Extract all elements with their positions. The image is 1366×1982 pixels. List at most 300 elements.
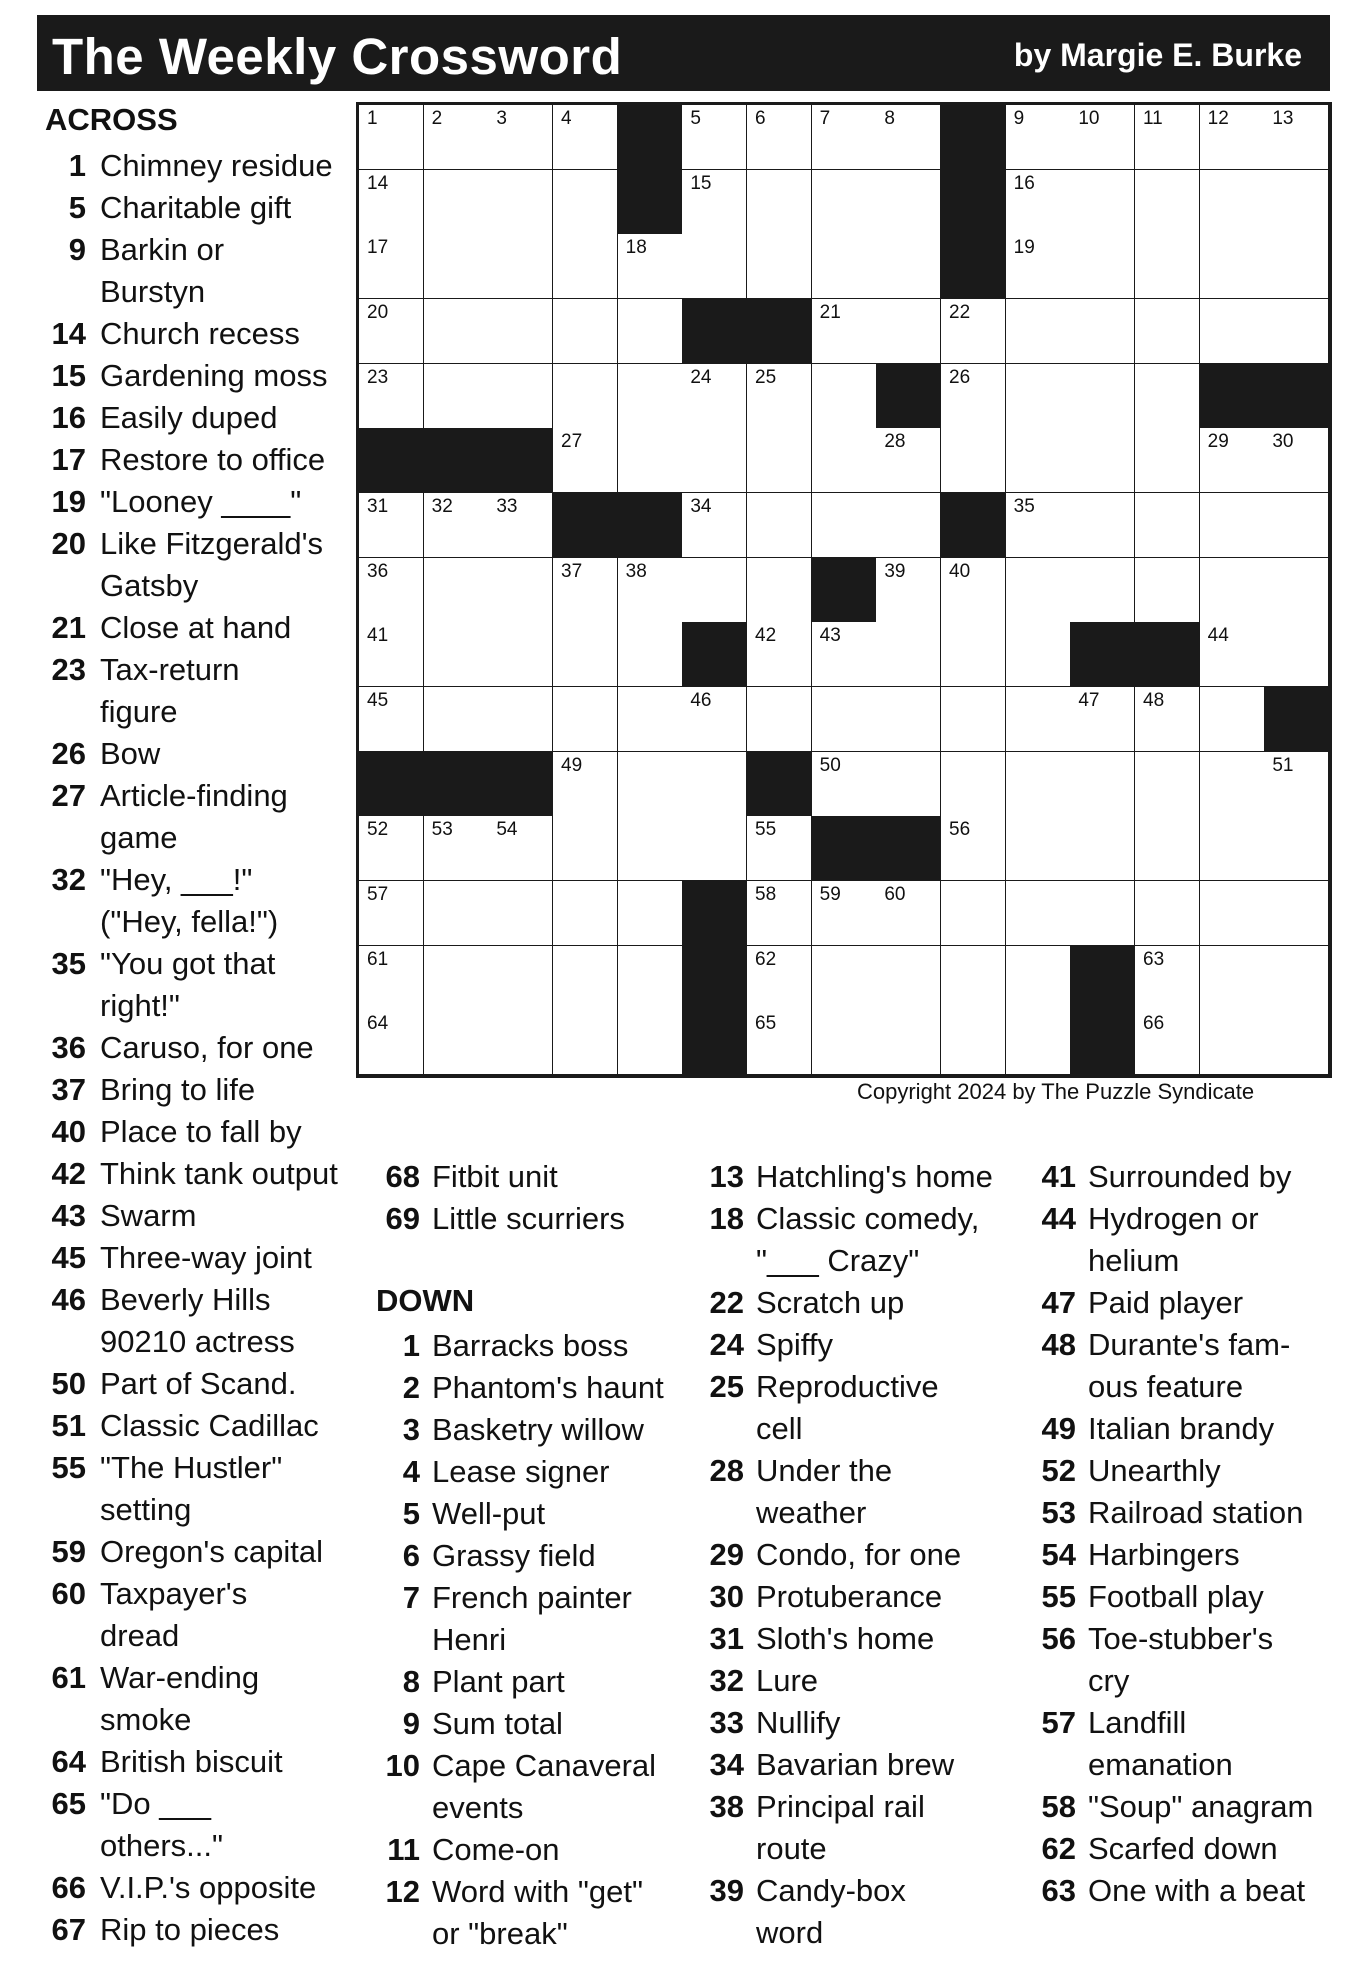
grid-cell[interactable]	[682, 105, 747, 170]
grid-cell[interactable]	[747, 170, 812, 235]
clue-text	[1088, 1870, 1305, 1912]
grid-cell[interactable]	[1006, 1010, 1071, 1075]
clue-line: Well-put	[432, 1496, 546, 1531]
grid-cell[interactable]	[1200, 816, 1265, 881]
clue-number: 59	[51, 1534, 86, 1569]
grid-cell[interactable]	[1070, 493, 1135, 558]
grid-cell[interactable]	[1006, 170, 1071, 235]
grid-cell[interactable]	[682, 816, 747, 881]
grid-cell[interactable]	[618, 234, 683, 299]
grid-cell[interactable]	[941, 1010, 1006, 1075]
grid-cell[interactable]	[618, 558, 683, 623]
grid-cell[interactable]	[359, 558, 424, 623]
grid-cell[interactable]	[1070, 299, 1135, 364]
grid-cell[interactable]	[876, 299, 941, 364]
grid-cell[interactable]	[1264, 881, 1329, 946]
cell-number: 52	[367, 819, 389, 841]
grid-cell[interactable]	[424, 622, 489, 687]
grid-cell[interactable]	[941, 687, 1006, 752]
grid-cell[interactable]	[553, 687, 618, 752]
grid-cell[interactable]	[424, 170, 489, 235]
grid-cell[interactable]	[1070, 428, 1135, 493]
grid-cell[interactable]	[876, 622, 941, 687]
grid-cell[interactable]	[553, 558, 618, 623]
grid-cell[interactable]	[941, 299, 1006, 364]
grid-cell[interactable]	[424, 493, 489, 558]
grid-cell[interactable]	[1200, 622, 1265, 687]
black-square	[876, 364, 941, 429]
grid-cell[interactable]	[359, 234, 424, 299]
clue-text	[756, 1576, 942, 1618]
clue-text	[100, 397, 278, 439]
grid-cell[interactable]	[488, 946, 553, 1011]
clue-number: 68	[385, 1159, 420, 1194]
clue-line: Part of Scand.	[100, 1366, 297, 1401]
clue-text	[1088, 1618, 1273, 1702]
grid-cell[interactable]	[747, 687, 812, 752]
cell-number: 13	[1272, 108, 1294, 129]
cell-number: 21	[819, 302, 841, 323]
grid-cell[interactable]	[424, 1010, 489, 1075]
grid-cell[interactable]	[359, 1010, 424, 1075]
clue-text	[100, 1741, 283, 1783]
cell-number: 30	[1272, 431, 1294, 453]
black-square	[682, 622, 747, 687]
grid-cell[interactable]	[618, 1010, 683, 1075]
clue-line: War-ending	[100, 1660, 260, 1695]
clue-number: 63	[1041, 1873, 1076, 1908]
grid-cell[interactable]	[359, 105, 424, 170]
grid-cell[interactable]	[553, 881, 618, 946]
clue-number: 37	[51, 1072, 86, 1107]
grid-cell[interactable]	[1070, 816, 1135, 881]
grid-cell[interactable]	[812, 1010, 877, 1075]
cell-number: 22	[949, 302, 971, 323]
clue-line: Close at hand	[100, 610, 292, 645]
clue-number: 25	[709, 1369, 744, 1404]
clue-number: 64	[51, 1744, 86, 1779]
grid-cell[interactable]	[1006, 493, 1071, 558]
grid-cell[interactable]	[1135, 493, 1200, 558]
clue-number: 46	[51, 1282, 86, 1317]
clue-line: "Soup" anagram	[1088, 1789, 1314, 1824]
clue-number: 17	[51, 442, 86, 477]
grid-cell[interactable]	[1200, 170, 1265, 235]
clue-number: 41	[1041, 1159, 1076, 1194]
grid-cell[interactable]	[488, 493, 553, 558]
grid-cell[interactable]	[876, 558, 941, 623]
grid-cell[interactable]	[359, 946, 424, 1011]
grid-cell[interactable]	[747, 558, 812, 623]
clue-number: 55	[51, 1450, 86, 1485]
grid-cell[interactable]	[359, 622, 424, 687]
grid-cell[interactable]	[424, 234, 489, 299]
grid-cell[interactable]	[876, 170, 941, 235]
grid-cell[interactable]	[488, 816, 553, 881]
cell-number: 57	[367, 884, 389, 905]
grid-cell[interactable]	[424, 105, 489, 170]
grid-cell[interactable]	[1006, 752, 1071, 817]
clue-text	[756, 1870, 906, 1954]
grid-cell[interactable]	[488, 687, 553, 752]
grid-cell[interactable]	[682, 687, 747, 752]
grid-cell[interactable]	[1070, 752, 1135, 817]
grid-cell[interactable]	[876, 881, 941, 946]
grid-cell[interactable]	[359, 364, 424, 429]
grid-cell[interactable]	[424, 816, 489, 881]
grid-cell[interactable]	[1264, 299, 1329, 364]
grid-cell[interactable]	[359, 687, 424, 752]
grid-cell[interactable]	[941, 622, 1006, 687]
grid-cell[interactable]	[424, 946, 489, 1011]
clue-text	[100, 775, 288, 859]
clue-line: Burstyn	[100, 274, 206, 309]
grid-cell[interactable]	[1135, 946, 1200, 1011]
grid-cell[interactable]	[1264, 816, 1329, 881]
grid-cell[interactable]	[424, 687, 489, 752]
clue-number: 20	[51, 526, 86, 561]
grid-cell[interactable]	[553, 1010, 618, 1075]
grid-cell[interactable]	[682, 493, 747, 558]
grid-cell[interactable]	[1200, 234, 1265, 299]
clue-line: ous feature	[1088, 1369, 1244, 1404]
grid-cell[interactable]	[1006, 105, 1071, 170]
grid-cell[interactable]	[618, 364, 683, 429]
grid-cell[interactable]	[876, 752, 941, 817]
grid-cell[interactable]	[747, 881, 812, 946]
grid-cell[interactable]	[1070, 364, 1135, 429]
grid-cell[interactable]	[1135, 299, 1200, 364]
grid-cell[interactable]	[1200, 299, 1265, 364]
grid-cell[interactable]	[359, 881, 424, 946]
grid-cell[interactable]	[747, 234, 812, 299]
grid-cell[interactable]	[488, 881, 553, 946]
grid-cell[interactable]	[747, 946, 812, 1011]
grid-cell[interactable]	[553, 105, 618, 170]
grid-cell[interactable]	[941, 558, 1006, 623]
grid-cell[interactable]	[488, 234, 553, 299]
clue-text	[100, 859, 278, 943]
grid-cell[interactable]	[1135, 364, 1200, 429]
grid-cell[interactable]	[1070, 881, 1135, 946]
clue-number: 7	[402, 1580, 420, 1615]
grid-cell[interactable]	[812, 364, 877, 429]
grid-cell[interactable]	[359, 170, 424, 235]
clue-number: 57	[1041, 1705, 1076, 1740]
grid-cell[interactable]	[812, 234, 877, 299]
clue-text	[100, 1909, 279, 1951]
grid-cell[interactable]	[1070, 105, 1135, 170]
grid-cell[interactable]	[618, 946, 683, 1011]
grid-cell[interactable]	[812, 946, 877, 1011]
grid-cell[interactable]	[812, 428, 877, 493]
grid-cell[interactable]	[747, 1010, 812, 1075]
grid-cell[interactable]	[1070, 558, 1135, 623]
grid-cell[interactable]	[1070, 234, 1135, 299]
grid-cell[interactable]	[1006, 881, 1071, 946]
clue-number: 3	[402, 1412, 420, 1447]
grid-cell[interactable]	[682, 234, 747, 299]
clue-line: Fitbit unit	[432, 1159, 558, 1194]
cell-number: 31	[367, 496, 389, 517]
grid-cell[interactable]	[1006, 234, 1071, 299]
grid-cell[interactable]	[876, 234, 941, 299]
across-heading: ACROSS	[45, 102, 178, 137]
grid-cell[interactable]	[876, 105, 941, 170]
clue-number: 61	[51, 1660, 86, 1695]
grid-cell[interactable]	[941, 816, 1006, 881]
clue-number: 22	[709, 1285, 744, 1320]
clue-text	[1088, 1324, 1290, 1408]
grid-cell[interactable]	[682, 558, 747, 623]
grid-cell[interactable]	[682, 428, 747, 493]
grid-cell[interactable]	[682, 170, 747, 235]
clue-line: smoke	[100, 1702, 192, 1737]
clue-number: 45	[51, 1240, 86, 1275]
clue-line: Gatsby	[100, 568, 199, 603]
clue-line: figure	[100, 694, 178, 729]
clue-number: 33	[709, 1705, 744, 1740]
grid-cell[interactable]	[553, 816, 618, 881]
grid-cell[interactable]	[1006, 299, 1071, 364]
grid-cell[interactable]	[1006, 687, 1071, 752]
grid-cell[interactable]	[1200, 105, 1265, 170]
grid-cell[interactable]	[359, 299, 424, 364]
grid-cell[interactable]	[424, 558, 489, 623]
grid-cell[interactable]	[1135, 428, 1200, 493]
grid-cell[interactable]	[876, 1010, 941, 1075]
grid-cell[interactable]	[1135, 687, 1200, 752]
grid-cell[interactable]	[1200, 558, 1265, 623]
grid-cell[interactable]	[553, 428, 618, 493]
clue-text	[100, 1573, 247, 1657]
grid-cell[interactable]	[553, 234, 618, 299]
grid-cell[interactable]	[876, 946, 941, 1011]
grid-cell[interactable]	[553, 170, 618, 235]
grid-cell[interactable]	[359, 816, 424, 881]
grid-cell[interactable]	[1264, 558, 1329, 623]
clue-text	[100, 523, 323, 607]
clue-number: 69	[385, 1201, 420, 1236]
clue-line: Football play	[1088, 1579, 1264, 1614]
grid-cell[interactable]	[1264, 946, 1329, 1011]
grid-cell[interactable]	[359, 493, 424, 558]
clue-text	[100, 187, 291, 229]
grid-cell[interactable]	[876, 687, 941, 752]
grid-cell[interactable]	[618, 752, 683, 817]
clue-number: 56	[1041, 1621, 1076, 1656]
grid-cell[interactable]	[747, 493, 812, 558]
grid-cell[interactable]	[424, 364, 489, 429]
grid-cell[interactable]	[1264, 622, 1329, 687]
grid-cell[interactable]	[1070, 170, 1135, 235]
grid-cell[interactable]	[812, 752, 877, 817]
grid-cell[interactable]	[1264, 234, 1329, 299]
grid-cell[interactable]	[488, 364, 553, 429]
cell-number: 47	[1078, 690, 1100, 711]
clue-number: 65	[51, 1786, 86, 1821]
clue-number: 53	[1041, 1495, 1076, 1530]
grid-cell[interactable]	[488, 1010, 553, 1075]
grid-cell[interactable]	[488, 299, 553, 364]
grid-cell[interactable]	[747, 622, 812, 687]
grid-cell[interactable]	[1135, 816, 1200, 881]
grid-cell[interactable]	[941, 364, 1006, 429]
grid-cell[interactable]	[1135, 170, 1200, 235]
clue-line: helium	[1088, 1243, 1180, 1278]
clue-line: cry	[1088, 1663, 1130, 1698]
cell-number: 44	[1207, 625, 1229, 647]
clue-line: Three-way joint	[100, 1240, 312, 1275]
grid-cell[interactable]	[812, 493, 877, 558]
grid-cell[interactable]	[812, 299, 877, 364]
clue-line: Lure	[756, 1663, 819, 1698]
cell-number: 25	[755, 366, 777, 388]
cell-number: 4	[561, 108, 572, 129]
clue-line: Taxpayer's	[100, 1576, 248, 1611]
clue-line: French painter	[432, 1580, 632, 1615]
grid-cell[interactable]	[618, 881, 683, 946]
grid-cell[interactable]	[488, 558, 553, 623]
clue-line: One with a beat	[1088, 1873, 1306, 1908]
grid-cell[interactable]	[1200, 946, 1265, 1011]
clue-number: 18	[709, 1201, 744, 1236]
black-square	[359, 752, 424, 817]
clue-number: 50	[51, 1366, 86, 1401]
grid-cell[interactable]	[424, 299, 489, 364]
grid-cell[interactable]	[1070, 687, 1135, 752]
black-square	[1070, 622, 1135, 687]
clue-line: route	[756, 1831, 827, 1866]
grid-cell[interactable]	[812, 622, 877, 687]
grid-cell[interactable]	[812, 105, 877, 170]
clue-text	[1088, 1450, 1221, 1492]
grid-cell[interactable]	[1135, 105, 1200, 170]
grid-cell[interactable]	[553, 622, 618, 687]
grid-cell[interactable]	[682, 364, 747, 429]
clue-line: "The Hustler"	[100, 1450, 283, 1485]
grid-cell[interactable]	[618, 428, 683, 493]
grid-cell[interactable]	[1200, 687, 1265, 752]
black-square	[424, 428, 489, 493]
grid-cell[interactable]	[1200, 752, 1265, 817]
grid-cell[interactable]	[747, 428, 812, 493]
clue-line: British biscuit	[100, 1744, 283, 1779]
grid-cell[interactable]	[1135, 234, 1200, 299]
clue-text	[432, 1493, 545, 1535]
grid-cell[interactable]	[747, 364, 812, 429]
grid-cell[interactable]	[682, 752, 747, 817]
grid-cell[interactable]	[812, 170, 877, 235]
cell-number: 56	[949, 819, 971, 841]
clue-line: "You got that	[100, 946, 276, 981]
grid-cell[interactable]	[1135, 558, 1200, 623]
grid-cell[interactable]	[488, 170, 553, 235]
clue-line: Phantom's haunt	[432, 1370, 664, 1405]
cell-number: 49	[561, 754, 583, 776]
clue-text	[100, 1111, 302, 1153]
grid-cell[interactable]	[1264, 752, 1329, 817]
clue-text	[1088, 1702, 1233, 1786]
grid-cell[interactable]	[1264, 105, 1329, 170]
cell-number: 34	[690, 496, 712, 517]
cell-number: 28	[884, 431, 906, 453]
grid-cell[interactable]	[424, 881, 489, 946]
clue-number: 60	[51, 1576, 86, 1611]
grid-cell[interactable]	[553, 364, 618, 429]
grid-cell[interactable]	[618, 299, 683, 364]
grid-cell[interactable]	[1264, 493, 1329, 558]
clue-number: 32	[709, 1663, 744, 1698]
clue-text	[100, 1153, 338, 1195]
grid-cell[interactable]	[747, 105, 812, 170]
clue-text	[100, 481, 301, 523]
grid-cell[interactable]	[618, 687, 683, 752]
grid-cell[interactable]	[1264, 1010, 1329, 1075]
clue-line: Church recess	[100, 316, 300, 351]
cell-number: 15	[690, 172, 712, 194]
grid-cell[interactable]	[553, 752, 618, 817]
clue-line: Under the	[756, 1453, 893, 1488]
grid-cell[interactable]	[876, 428, 941, 493]
clue-number: 1	[402, 1328, 420, 1363]
grid-cell[interactable]	[747, 816, 812, 881]
black-square	[1070, 1010, 1135, 1075]
grid-cell[interactable]	[618, 816, 683, 881]
grid-cell[interactable]	[553, 946, 618, 1011]
grid-cell[interactable]	[1200, 1010, 1265, 1075]
grid-cell[interactable]	[1135, 881, 1200, 946]
grid-cell[interactable]	[1200, 428, 1265, 493]
grid-cell[interactable]	[941, 428, 1006, 493]
grid-cell[interactable]	[1006, 558, 1071, 623]
clue-number: 39	[709, 1873, 744, 1908]
grid-cell[interactable]	[488, 105, 553, 170]
grid-cell[interactable]	[488, 622, 553, 687]
grid-cell[interactable]	[941, 752, 1006, 817]
grid-cell[interactable]	[1006, 364, 1071, 429]
grid-cell[interactable]	[1006, 816, 1071, 881]
grid-cell[interactable]	[812, 881, 877, 946]
clue-number: 66	[51, 1870, 86, 1905]
grid-cell[interactable]	[1200, 493, 1265, 558]
clue-text	[432, 1535, 596, 1577]
clue-line: Scarfed down	[1088, 1831, 1278, 1866]
grid-cell[interactable]	[553, 299, 618, 364]
grid-cell[interactable]	[941, 946, 1006, 1011]
clue-line: V.I.P.'s opposite	[100, 1870, 317, 1905]
grid-cell[interactable]	[1264, 428, 1329, 493]
clue-text	[756, 1660, 818, 1702]
clue-number: 21	[51, 610, 86, 645]
grid-cell[interactable]	[1135, 1010, 1200, 1075]
grid-cell[interactable]	[1006, 946, 1071, 1011]
black-square	[424, 752, 489, 817]
grid-cell[interactable]	[812, 687, 877, 752]
grid-cell[interactable]	[1264, 170, 1329, 235]
grid-cell[interactable]	[1006, 428, 1071, 493]
grid-cell[interactable]	[941, 881, 1006, 946]
grid-cell[interactable]	[1200, 881, 1265, 946]
grid-cell[interactable]	[1135, 752, 1200, 817]
clue-text	[756, 1786, 925, 1870]
grid-cell[interactable]	[876, 493, 941, 558]
clue-text	[1088, 1534, 1240, 1576]
clue-text	[756, 1324, 833, 1366]
grid-cell[interactable]	[618, 622, 683, 687]
grid-cell[interactable]	[1006, 622, 1071, 687]
black-square	[359, 428, 424, 493]
